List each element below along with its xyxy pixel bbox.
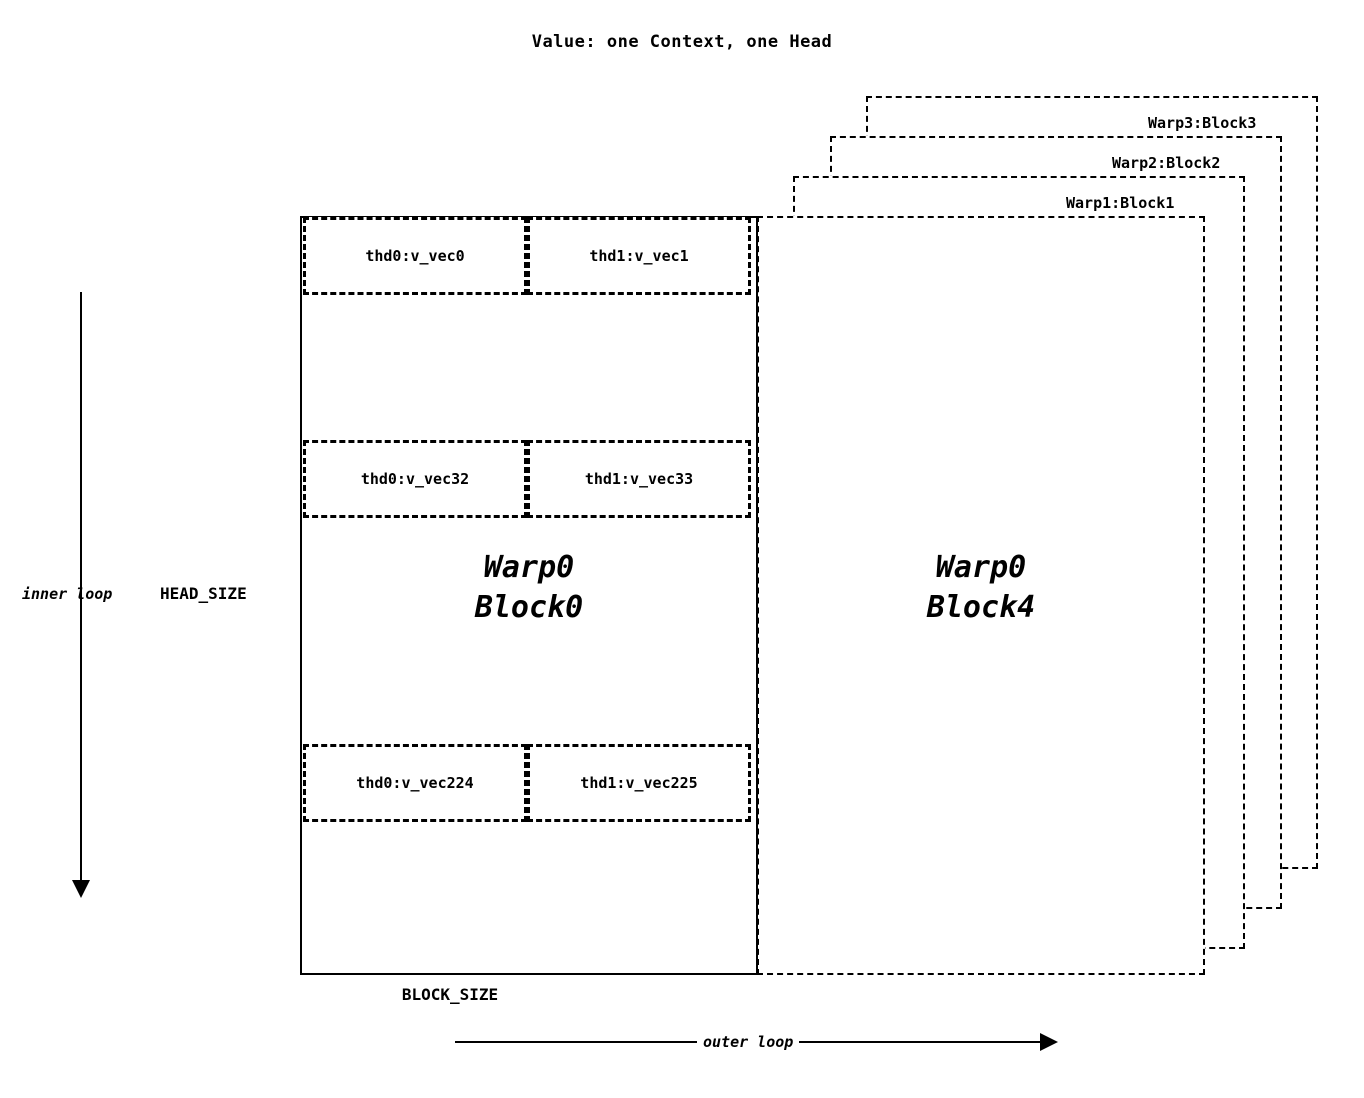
inner-loop-arrow-head — [72, 880, 90, 898]
thread-cell: thd0:v_vec32 — [303, 440, 527, 518]
block4-label — [757, 548, 1205, 628]
block4-label-line2: Block4 — [926, 590, 1036, 625]
head-size-label: HEAD_SIZE — [160, 584, 247, 603]
diagram-title: Value: one Context, one Head — [531, 32, 833, 52]
inner-loop-label: inner loop — [22, 585, 113, 603]
block0-label — [300, 548, 758, 628]
outer-loop-arrow-head — [1040, 1033, 1058, 1051]
thread-cell: thd1:v_vec1 — [527, 217, 751, 295]
stack-block-label-2: Warp1:Block1 — [1066, 194, 1175, 212]
thread-cell: thd0:v_vec0 — [303, 217, 527, 295]
block0-label-line2: Block0 — [474, 590, 584, 625]
block0-label-line1: Warp0 — [483, 550, 575, 585]
stack-block-label-1: Warp2:Block2 — [1112, 154, 1221, 172]
stack-block-label-0: Warp3:Block3 — [1148, 114, 1257, 132]
block-size-label: BLOCK_SIZE — [401, 985, 499, 1004]
block4-label-line1: Warp0 — [935, 550, 1027, 585]
thread-cell: thd1:v_vec225 — [527, 744, 751, 822]
thread-cell: thd0:v_vec224 — [303, 744, 527, 822]
thread-cell: thd1:v_vec33 — [527, 440, 751, 518]
outer-loop-label: outer loop — [697, 1033, 799, 1051]
